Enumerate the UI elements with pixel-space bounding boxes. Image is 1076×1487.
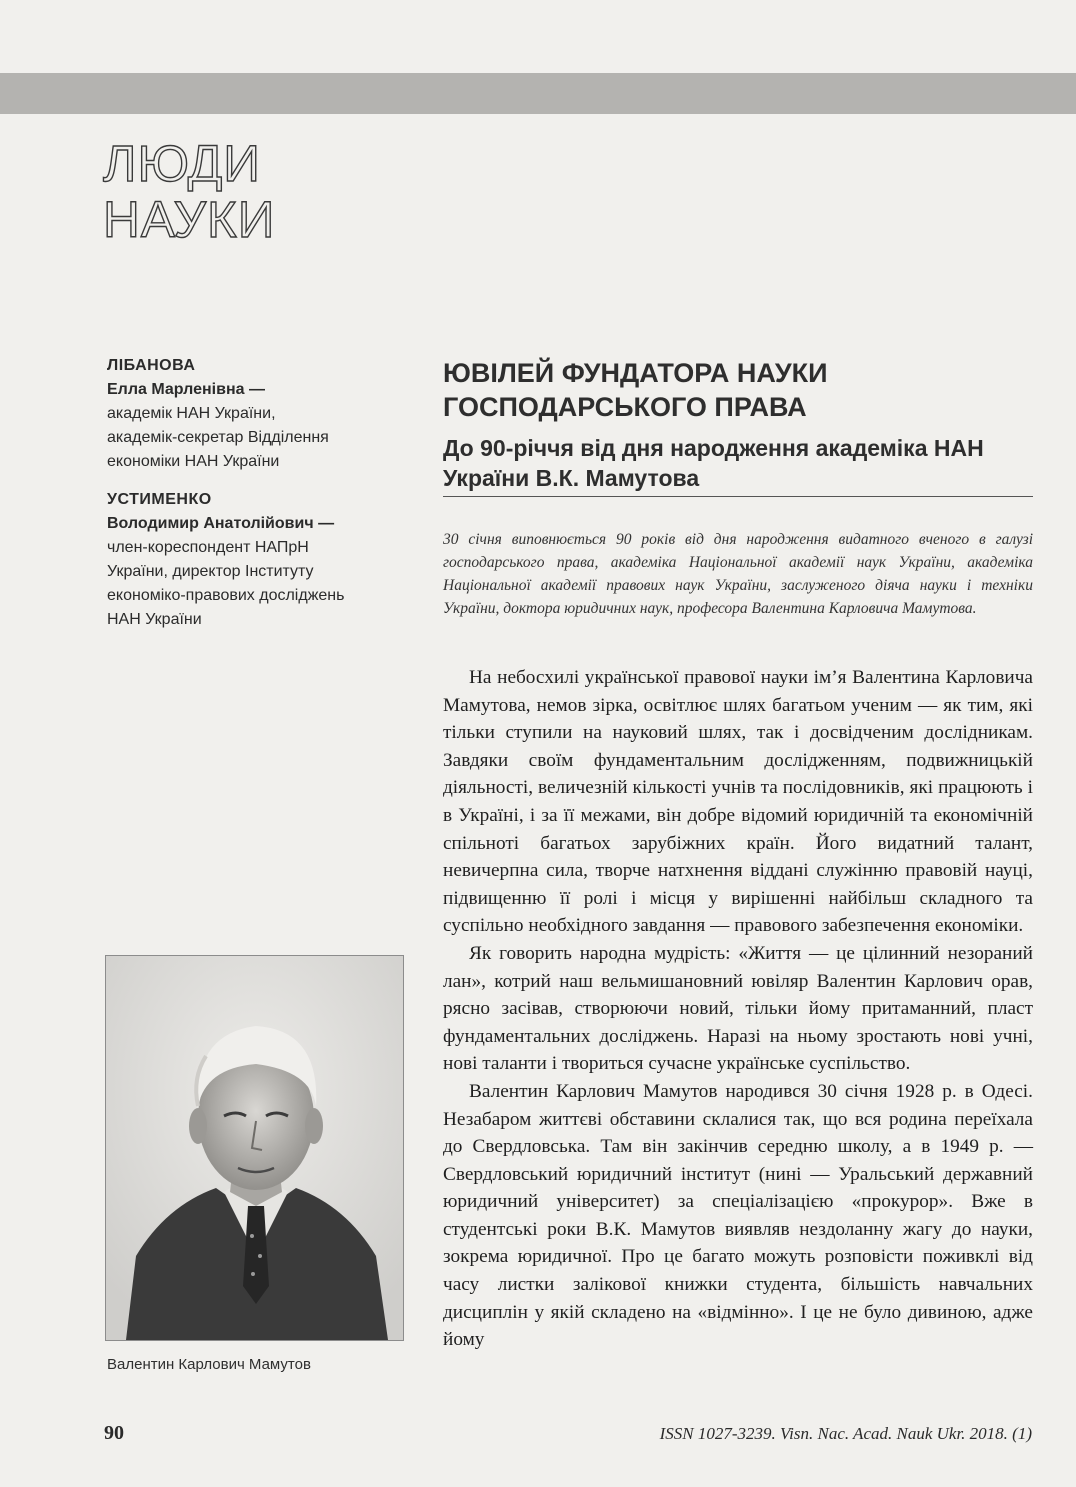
photo-caption: Валентин Карлович Мамутов (107, 1356, 311, 1373)
author-block-ustymenko (107, 488, 407, 632)
author-surname: ЛІБАНОВА (107, 357, 196, 374)
article-intro: 30 січня виповнюється 90 років від дня народження видатного вченого в галузі господарського права, академіка Національної академії наук України, академіка Національної академії правових наук України, заслуженого діяча науки і техніки України, доктора юридичних наук, професора Валентина Карловича Мамутова. (443, 531, 1033, 617)
article-subhead: До 90-річчя від дня народження академіка НАН України В.К. Мамутова (443, 435, 984, 491)
author-surname: УСТИМЕНКО (107, 491, 212, 508)
header-band (0, 73, 1076, 114)
journal-footer: ISSN 1027-3239. Visn. Nac. Acad. Nauk Ukr. 2018. (1) (659, 1424, 1032, 1443)
section-title (103, 136, 403, 248)
section-title-line-1: ЛЮДИ (103, 135, 261, 192)
portrait-illustration (106, 956, 403, 1340)
body-paragraph: Як говорить народна мудрість: «Життя — це цілинний незораний лан», котрий наш вельмишановний ювіляр Валентин Карлович орав, рясно засівав, створюючи новий, тільки йому притаманний, пласт фундаментальних досліджень. Наразі на ньому зростають нові учні, нові таланти і твориться сучасне українське суспільство. (443, 942, 1033, 1075)
author-role-line: економіки НАН України (107, 453, 280, 470)
article-body (443, 664, 1033, 1354)
author-role-line: член-кореспондент НАПрН (107, 539, 309, 556)
article-headline: ЮВІЛЕЙ ФУНДАТОРА НАУКИ ГОСПОДАРСЬКОГО ПРАВА (443, 358, 828, 422)
section-title-line-2: НАУКИ (103, 191, 276, 248)
author-given-name: Елла Марленівна — (107, 381, 265, 398)
body-paragraph: На небосхилі української правової науки ім’я Валентина Карловича Мамутова, немов зірка, освітлює шлях багатьом ученим — як тим, які тільки ступили на науковий шлях, так і досвідченим дослідникам. Завдяки своїм фундаментальним дослідженням, подвижницькій діяльності, величезній кількості учнів та послідовників, які працюють і в Україні, і за її межами, він добре відомий юридичній та економічній спільноті багатьох зарубіжних країн. Його видатний талант, невичерпна сила, творче натхнення віддані служінню правовій науці, підвищенню її ролі і місця у вирішенні найбільш складного та суспільно необхідного завдання — правового забезпечення економіки. (443, 667, 1033, 937)
portrait-photo (105, 955, 404, 1341)
author-role-line: академік НАН України, (107, 405, 276, 422)
author-role-line: академік-секретар Відділення (107, 429, 329, 446)
author-role-line: економіко-правових досліджень (107, 587, 345, 604)
body-paragraph: Валентин Карлович Мамутов народився 30 січня 1928 р. в Одесі. Незабаром життєві обставини склалися так, що вся родина переїхала до Свердловська. Там він закінчив середню школу, а в 1949 р. — Свердловський юридичний інститут (нині — Уральський державний юридичний університет) за спеціалізацією «прокурор». Вже в студентські роки В.К. Мамутов виявляв нездоланну жагу до науки, зокрема юридичної. Про це багато можуть розповісти поживклі від часу листки залікової книжки студента, більшість навчальних дисциплін у якій складено на «відмінно». І це не було дивиною, адже йому (443, 1080, 1033, 1351)
headline-divider (443, 496, 1033, 497)
author-given-name: Володимир Анатолійович — (107, 515, 335, 532)
author-role-line: України, директор Інституту (107, 563, 314, 580)
page-number: 90 (104, 1422, 124, 1444)
author-role-line: НАН України (107, 611, 202, 628)
author-block-libanova (107, 354, 407, 474)
